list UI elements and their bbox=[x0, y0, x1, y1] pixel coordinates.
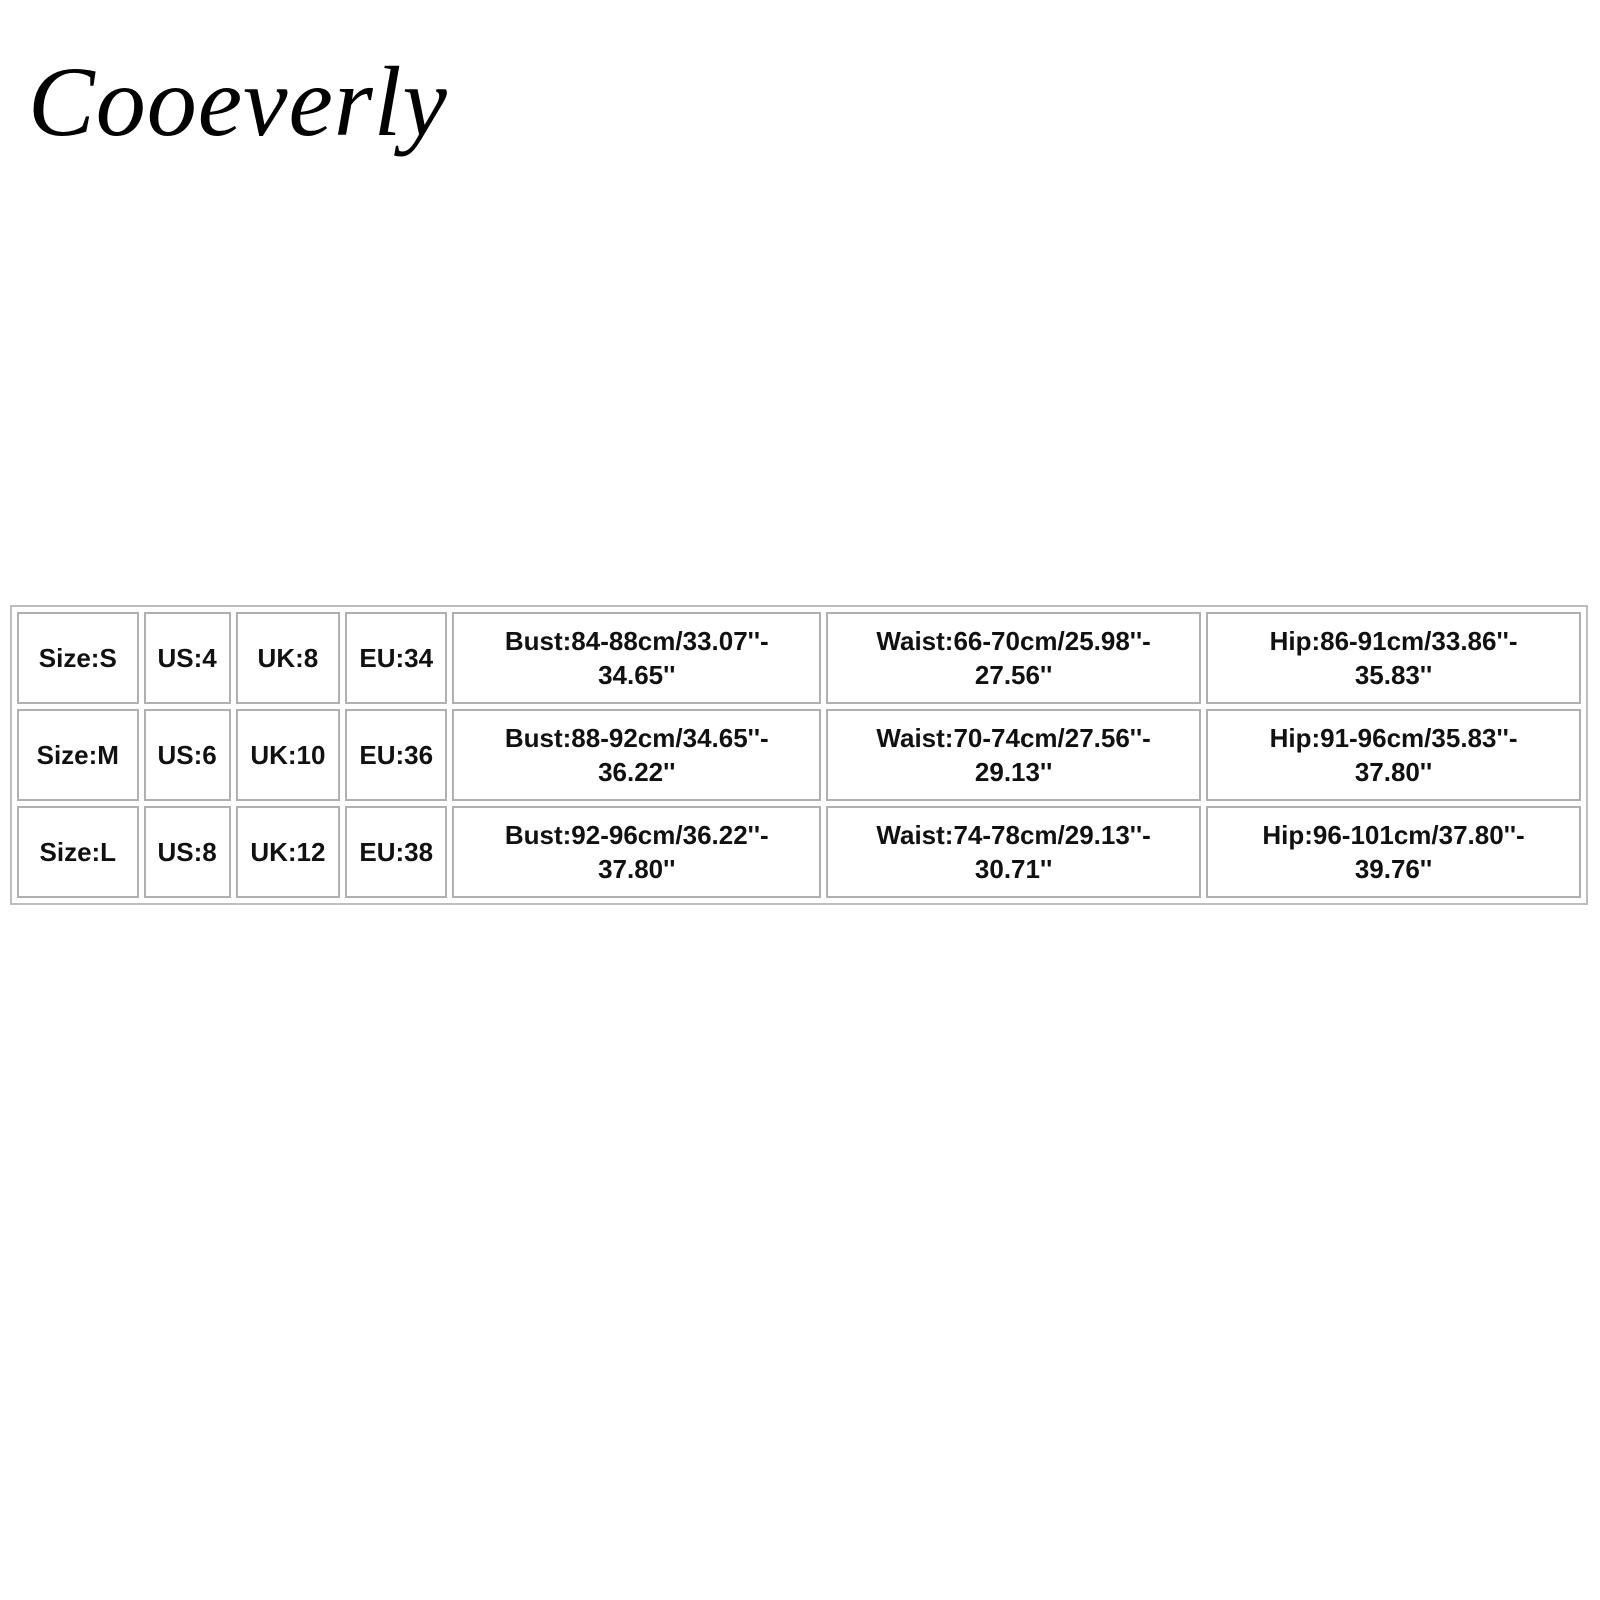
hip-cell: Hip:91-96cm/35.83''- 37.80'' bbox=[1206, 709, 1581, 801]
table-row bbox=[17, 709, 1581, 801]
uk-size-cell: UK:12 bbox=[236, 806, 340, 898]
eu-size-cell: EU:34 bbox=[345, 612, 447, 704]
brand-logo-text: Cooeverly bbox=[28, 46, 448, 157]
uk-size-cell: UK:8 bbox=[236, 612, 340, 704]
bust-cell: Bust:84-88cm/33.07''- 34.65'' bbox=[452, 612, 821, 704]
us-size-cell: US:8 bbox=[144, 806, 231, 898]
us-size-cell: US:6 bbox=[144, 709, 231, 801]
waist-cell: Waist:70-74cm/27.56''- 29.13'' bbox=[826, 709, 1201, 801]
table-row bbox=[17, 806, 1581, 898]
eu-size-cell: EU:36 bbox=[345, 709, 447, 801]
us-size-cell: US:4 bbox=[144, 612, 231, 704]
waist-cell: Waist:74-78cm/29.13''- 30.71'' bbox=[826, 806, 1201, 898]
hip-cell: Hip:86-91cm/33.86''- 35.83'' bbox=[1206, 612, 1581, 704]
hip-cell: Hip:96-101cm/37.80''- 39.76'' bbox=[1206, 806, 1581, 898]
table-row bbox=[17, 612, 1581, 704]
size-cell: Size:L bbox=[17, 806, 139, 898]
size-chart bbox=[10, 605, 1588, 905]
uk-size-cell: UK:10 bbox=[236, 709, 340, 801]
bust-cell: Bust:88-92cm/34.65''- 36.22'' bbox=[452, 709, 821, 801]
bust-cell: Bust:92-96cm/36.22''- 37.80'' bbox=[452, 806, 821, 898]
size-cell: Size:S bbox=[17, 612, 139, 704]
eu-size-cell: EU:38 bbox=[345, 806, 447, 898]
waist-cell: Waist:66-70cm/25.98''- 27.56'' bbox=[826, 612, 1201, 704]
size-table bbox=[12, 607, 1586, 903]
size-cell: Size:M bbox=[17, 709, 139, 801]
